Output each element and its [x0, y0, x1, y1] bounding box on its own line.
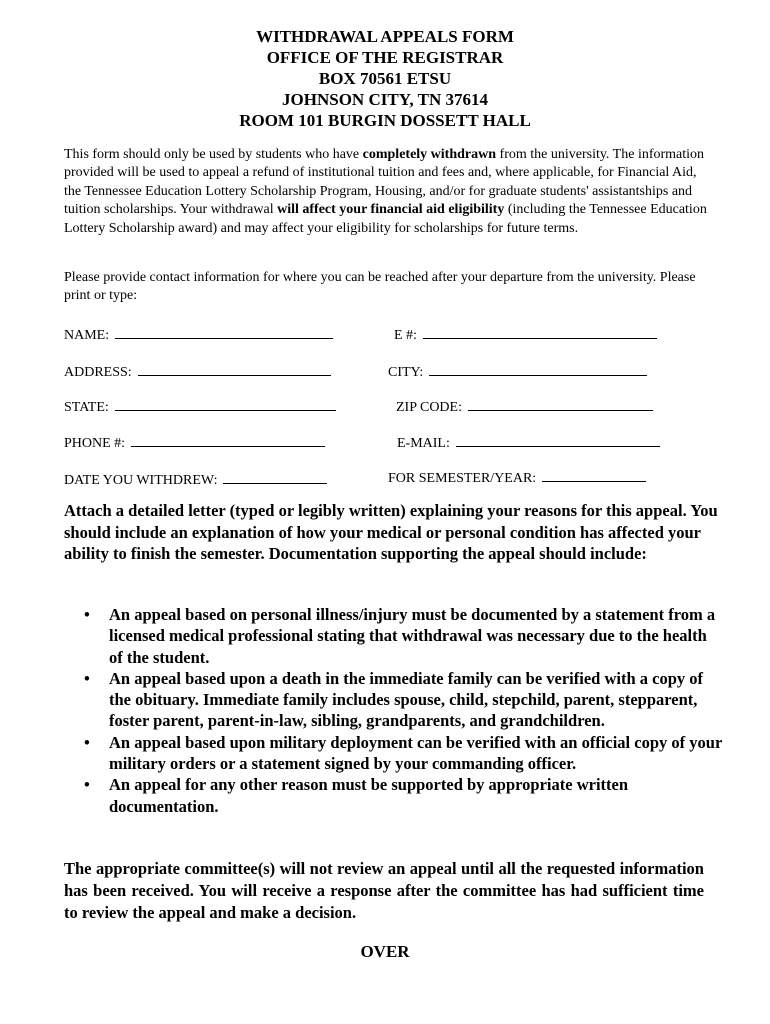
- bullet-icon: •: [84, 605, 90, 624]
- semester-year-label: FOR SEMESTER/YEAR:: [388, 471, 537, 486]
- state-field: [64, 397, 336, 417]
- phone-field: [64, 433, 325, 453]
- city-label: CITY:: [388, 365, 424, 380]
- phone-label: PHONE #:: [64, 436, 126, 451]
- date-withdrew-input-line[interactable]: [223, 470, 327, 484]
- list-item-text: An appeal based upon military deployment can be verified with an official copy of your military orders or a statement signed by your commanding officer.: [109, 732, 722, 774]
- address-label: ADDRESS:: [64, 365, 132, 380]
- name-field: [64, 325, 333, 345]
- zip-field: [396, 397, 653, 417]
- semester-year-input-line[interactable]: [542, 468, 646, 482]
- enumber-label: E #:: [394, 328, 417, 343]
- over-note: OVER: [360, 942, 410, 961]
- intro-text-3: (including the Tennessee Education Lottery Scholarship award) and may affect your eligibility for scholarships for future terms.: [64, 202, 707, 236]
- list-item-text: An appeal based on personal illness/injury must be documented by a statement from a licensed medical professional stating that withdrawal was necessary due to the health of the student.: [109, 605, 716, 667]
- date-withdrew-label: DATE YOU WITHDREW:: [64, 473, 218, 488]
- list-item: [64, 604, 724, 668]
- email-label: E-MAIL:: [397, 436, 450, 451]
- intro-text-1: This form should only be used by students who have: [64, 147, 363, 162]
- list-item-text: An appeal based upon a death in the immediate family can be verified with a copy of the obituary. Immediate family includes spouse, child, stepchild, parent, stepparent, foster parent, parent-in-law, sibling, grandparents, and grandchildren.: [109, 668, 704, 731]
- office-box: BOX 70561 ETSU: [318, 69, 452, 88]
- office-city: JOHNSON CITY, TN 37614: [282, 90, 488, 109]
- list-item-text: An appeal for any other reason must be supported by appropriate written documentation.: [109, 775, 629, 816]
- bullet-icon: •: [84, 775, 90, 795]
- intro-text-2: from the university. The information provided will be used to appeal a refund of institutional tuition and fees and, where applicable, for Financial Aid, the Tennessee Education Lottery Scholarship Program, Housing, and/or for graduate students' assistantships and tuition scholarships. Your withdrawal: [64, 147, 705, 218]
- zip-label: ZIP CODE:: [396, 400, 462, 415]
- bullet-icon: •: [84, 668, 90, 688]
- email-input-line[interactable]: [456, 433, 660, 447]
- form-title: WITHDRAWAL APPEALS FORM: [256, 27, 514, 46]
- bullet-icon: •: [84, 732, 90, 752]
- list-item: [64, 774, 724, 817]
- enumber-input-line[interactable]: [423, 325, 657, 339]
- intro-paragraph: [64, 146, 716, 238]
- semester-year-field: [388, 468, 646, 488]
- name-input-line[interactable]: [115, 325, 333, 339]
- attach-instructions: Attach a detailed letter (typed or legibly written) explaining your reasons for this appeal. You should include an explanation of how your medical or personal condition has affected your ability to finish the semester. Documentation supporting the appeal should include:: [64, 501, 718, 563]
- city-input-line[interactable]: [429, 362, 647, 376]
- office-room: ROOM 101 BURGIN DOSSETT HALL: [239, 111, 531, 130]
- city-field: [388, 362, 647, 382]
- closing-paragraph: The appropriate committee(s) will not review an appeal until all the requested information has been received. You will receive a response after the committee has had sufficient time to review the appeal and make a decision.: [64, 859, 704, 922]
- state-input-line[interactable]: [115, 397, 336, 411]
- email-field: [397, 433, 660, 453]
- address-field: [64, 362, 331, 382]
- contact-instructions: Please provide contact information for where you can be reached after your departure from the university. Please print or type:: [64, 270, 696, 304]
- documentation-list: [64, 604, 724, 817]
- enumber-field: [394, 325, 657, 345]
- intro-bold-1: completely withdrawn: [362, 147, 497, 162]
- office-name: OFFICE OF THE REGISTRAR: [266, 48, 504, 67]
- name-label: NAME:: [64, 328, 110, 343]
- list-item: [64, 732, 724, 775]
- form-header: [0, 26, 770, 131]
- phone-input-line[interactable]: [131, 433, 325, 447]
- address-input-line[interactable]: [138, 362, 331, 376]
- date-withdrew-field: [64, 470, 327, 490]
- list-item: [64, 668, 724, 732]
- state-label: STATE:: [64, 400, 109, 415]
- intro-bold-2: will affect your financial aid eligibility: [277, 202, 505, 218]
- zip-input-line[interactable]: [468, 397, 653, 411]
